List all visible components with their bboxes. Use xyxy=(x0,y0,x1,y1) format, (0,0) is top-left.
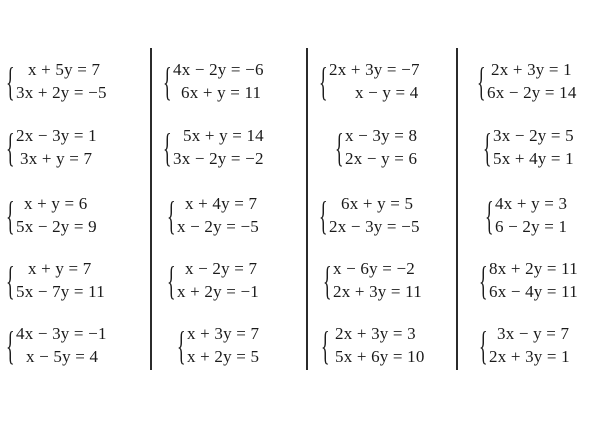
equation-1: 3x − 2y = 5 xyxy=(493,126,574,145)
equation-1: 4x − 2y = −6 xyxy=(173,60,264,79)
equation-1: 2x + 3y = −7 xyxy=(329,60,420,79)
equation-1: x + 4y = 7 xyxy=(185,194,258,213)
equation-2: 5x + 4y = 1 xyxy=(493,149,574,168)
brace-icon: { xyxy=(479,323,488,368)
worksheet xyxy=(0,44,604,370)
equation-2: 2x + 3y = 11 xyxy=(333,282,422,301)
equation-1: 2x + 3y = 1 xyxy=(491,60,572,79)
equation-1: x + y = 7 xyxy=(28,259,92,278)
brace-icon: { xyxy=(323,258,332,303)
brace-icon: { xyxy=(177,323,186,368)
column-4 xyxy=(459,44,604,370)
brace-icon: { xyxy=(321,323,330,368)
equation-1: 6x + y = 5 xyxy=(341,194,414,213)
column-1 xyxy=(0,44,153,370)
equation-2: 3x + 2y = −5 xyxy=(16,83,107,102)
equation-2: 5x − 2y = 9 xyxy=(16,217,97,236)
brace-icon: { xyxy=(6,323,15,368)
equation-1: x + y = 6 xyxy=(24,194,88,213)
brace-icon: { xyxy=(6,193,15,238)
brace-icon: { xyxy=(479,258,488,303)
equation-1: 2x + 3y = 3 xyxy=(335,324,416,343)
brace-icon: { xyxy=(167,258,176,303)
equation-1: x + 5y = 7 xyxy=(28,60,101,79)
equation-1: 5x + y = 14 xyxy=(183,126,264,145)
brace-icon: { xyxy=(319,59,328,104)
equation-1: x − 6y = −2 xyxy=(333,259,415,278)
brace-icon: { xyxy=(163,125,172,170)
brace-icon: { xyxy=(483,125,492,170)
equation-1: x − 3y = 8 xyxy=(345,126,418,145)
equation-2: 3x + y = 7 xyxy=(20,149,93,168)
equation-1: 4x − 3y = −1 xyxy=(16,324,107,343)
equation-1: x + 3y = 7 xyxy=(187,324,260,343)
equation-2: x − 5y = 4 xyxy=(26,347,99,366)
equation-2: 2x − 3y = −5 xyxy=(329,217,420,236)
equation-2: 6 − 2y = 1 xyxy=(495,217,568,236)
brace-icon: { xyxy=(335,125,344,170)
brace-icon: { xyxy=(167,193,176,238)
equation-2: x − y = 4 xyxy=(355,83,419,102)
brace-icon: { xyxy=(485,193,494,238)
equation-2: x + 2y = 5 xyxy=(187,347,260,366)
equation-2: x − 2y = −5 xyxy=(177,217,259,236)
equation-1: 8x + 2y = 11 xyxy=(489,259,578,278)
brace-icon: { xyxy=(6,59,15,104)
equation-2: 5x + 6y = 10 xyxy=(335,347,425,366)
equation-2: x + 2y = −1 xyxy=(177,282,259,301)
equation-2: 6x − 2y = 14 xyxy=(487,83,577,102)
equation-2: 2x + 3y = 1 xyxy=(489,347,570,366)
equation-1: 2x − 3y = 1 xyxy=(16,126,97,145)
equation-2: 2x − y = 6 xyxy=(345,149,418,168)
equation-1: 4x + y = 3 xyxy=(495,194,568,213)
equation-1: x − 2y = 7 xyxy=(185,259,258,278)
brace-icon: { xyxy=(163,59,172,104)
brace-icon: { xyxy=(6,258,15,303)
brace-icon: { xyxy=(477,59,486,104)
brace-icon: { xyxy=(6,125,15,170)
brace-icon: { xyxy=(319,193,328,238)
equation-2: 5x − 7y = 11 xyxy=(16,282,105,301)
equation-1: 3x − y = 7 xyxy=(497,324,570,343)
column-2 xyxy=(153,44,309,370)
equation-2: 6x + y = 11 xyxy=(181,83,262,102)
equation-2: 3x − 2y = −2 xyxy=(173,149,264,168)
column-3 xyxy=(309,44,459,370)
equation-2: 6x − 4y = 11 xyxy=(489,282,578,301)
